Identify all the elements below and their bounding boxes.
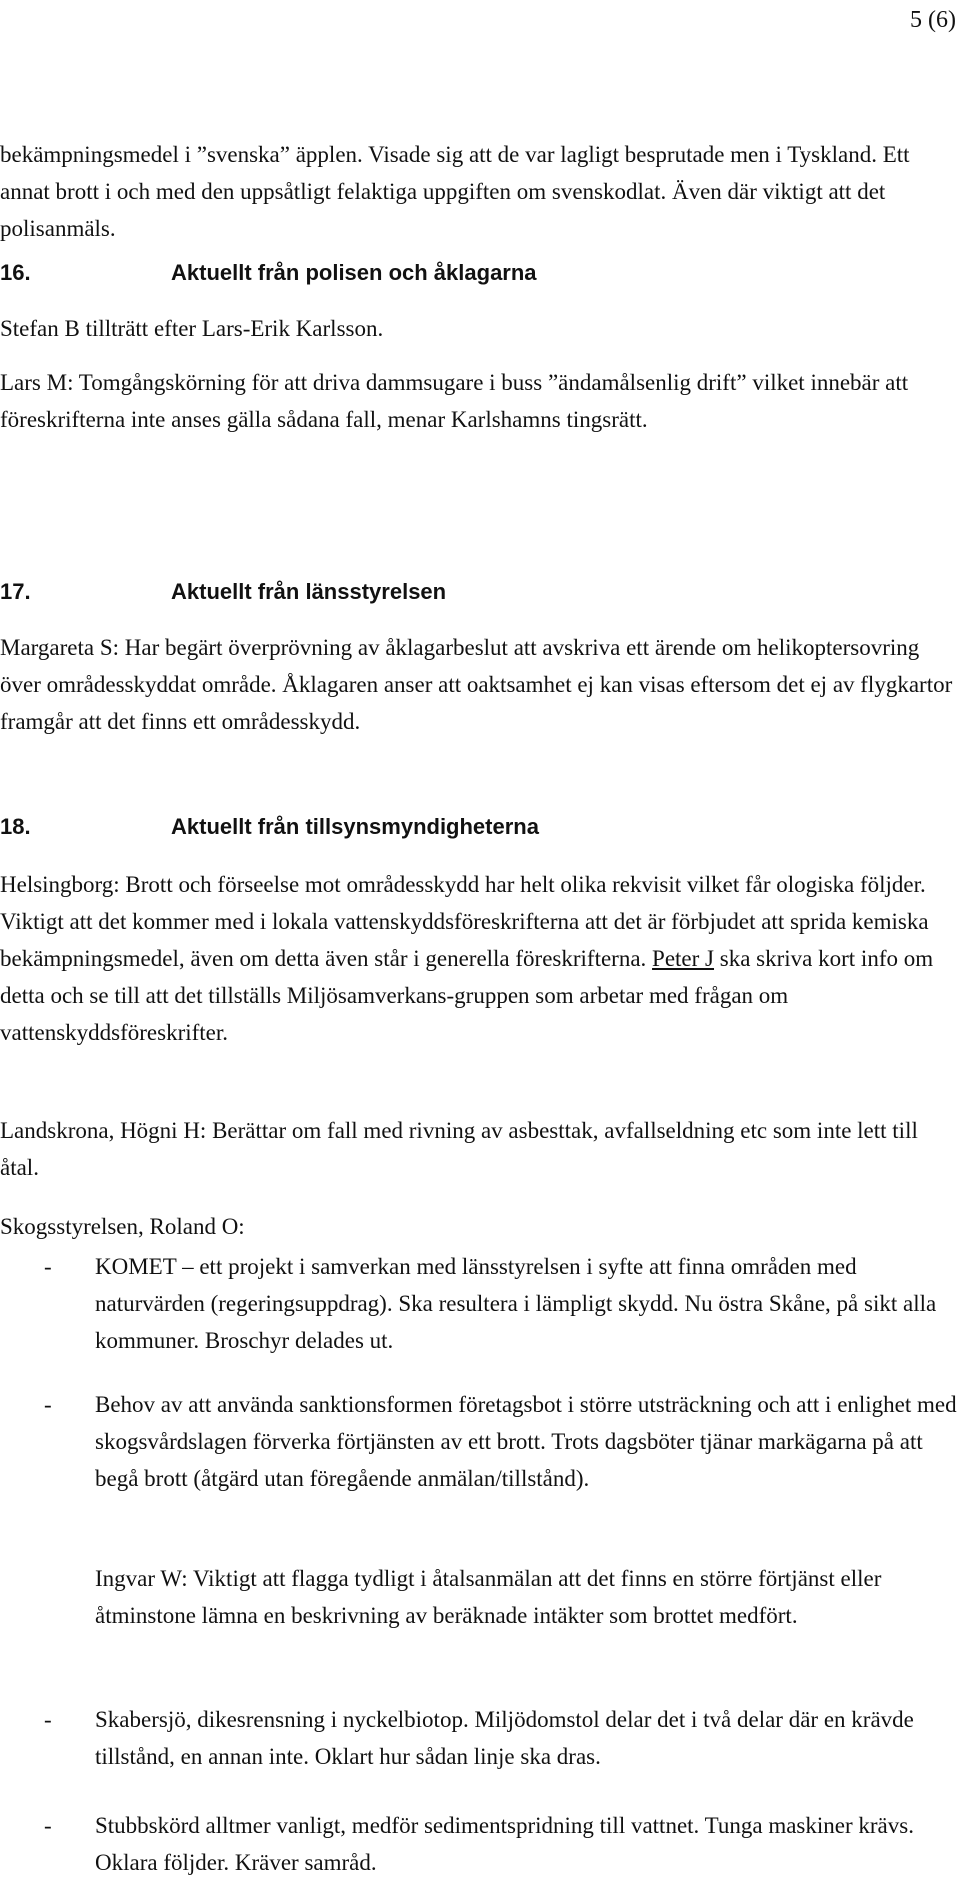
ingvar-paragraph: Ingvar W: Viktigt att flagga tydligt i åtalsanmälan att det finns en större förtjänst eller åtminstone lämna en beskrivning av beräknade intäkter som brottet medfört. <box>95 1566 882 1628</box>
list-dash: - <box>44 1707 52 1732</box>
list-item-text: Stubbskörd alltmer vanligt, medför sedimentspridning till vattnet. Tunga maskiner krävs. Oklara följder. Kräver samråd. <box>95 1813 914 1875</box>
peter-j-link[interactable]: Peter J <box>652 946 715 971</box>
list-dash: - <box>44 1254 52 1279</box>
list-dash: - <box>44 1813 52 1838</box>
section-17-number: 17. <box>0 579 31 604</box>
section-17-title: Aktuellt från länsstyrelsen <box>171 579 447 604</box>
section-16-heading <box>0 254 960 291</box>
section-16-title: Aktuellt från polisen och åklagarna <box>171 260 537 285</box>
helsingborg-text-after: ska skriva kort info om detta och se till att det tillställs Miljösamverkans-gruppen som arbetar med frågan om vattenskyddsföreskrifter. <box>0 946 934 1045</box>
section-17-paragraph-1: Margareta S: Har begärt överprövning av åklagarbeslut att avskriva ett ärende om helikoptersovring över områdesskyddat område. Åklagaren anser att oaktsamhet ej kan visas eftersom det ej av flygkartor framgår att det finns ett områdesskydd. <box>0 635 953 734</box>
intro-paragraph: bekämpningsmedel i ”svenska” äpplen. Visade sig att de var lagligt besprutade men i Tyskland. Ett annat brott i och med den uppsåtligt felaktiga uppgiften om svenskodlat. Även där viktigt att det polisanmäls. <box>0 142 910 241</box>
section-18-title: Aktuellt från tillsynsmyndigheterna <box>171 814 539 839</box>
page-number: 5 (6) <box>910 7 956 33</box>
list-item-text: Skabersjö, dikesrensning i nyckelbiotop. Miljödomstol delar det i två delar där en krävde tillstånd, en annan inte. Oklart hur sådan linje ska dras. <box>95 1707 914 1769</box>
landskrona-paragraph: Landskrona, Högni H: Berättar om fall med rivning av asbesttak, avfallseldning etc som inte lett till åtal. <box>0 1118 918 1180</box>
section-16-paragraph-1: Stefan B tillträtt efter Lars-Erik Karlsson. <box>0 316 384 341</box>
section-16-paragraph-2: Lars M: Tomgångskörning för att driva dammsugare i buss ”ändamålsenlig drift” vilket innebär att föreskrifterna inte anses gälla sådana fall, menar Karlshamns tingsrätt. <box>0 370 909 432</box>
helsingborg-text: Helsingborg: Brott och förseelse mot områdesskydd har helt olika rekvisit vilket får ologiska följder. Viktigt att det kommer med i lokala vattenskyddsföreskrifterna att det är förbjudet att sprida kemiska bekämpningsmedel, även om detta även står i generella föreskrifterna. <box>0 872 929 971</box>
list-item-text: Behov av att använda sanktionsformen företagsbot i större utsträckning och att i enlighet med skogsvårdslagen förverka förtjänsten av ett brott. Trots dagsböter tjänar markägarna på att begå brott (åtgärd utan föregående anmälan/tillstånd). <box>95 1392 957 1491</box>
list-dash: - <box>44 1392 52 1417</box>
section-17-heading <box>0 573 960 610</box>
section-16-number: 16. <box>0 260 31 285</box>
helsingborg-paragraph <box>0 866 960 1051</box>
section-18-number: 18. <box>0 814 31 839</box>
skogsstyrelsen-intro: Skogsstyrelsen, Roland O: <box>0 1214 245 1239</box>
section-18-heading <box>0 808 960 845</box>
list-item-text: KOMET – ett projekt i samverkan med länsstyrelsen i syfte att finna områden med naturvärden (regeringsuppdrag). Ska resultera i lämpligt skydd. Nu östra Skåne, på sikt alla kommuner. Broschyr delades ut. <box>95 1254 937 1353</box>
